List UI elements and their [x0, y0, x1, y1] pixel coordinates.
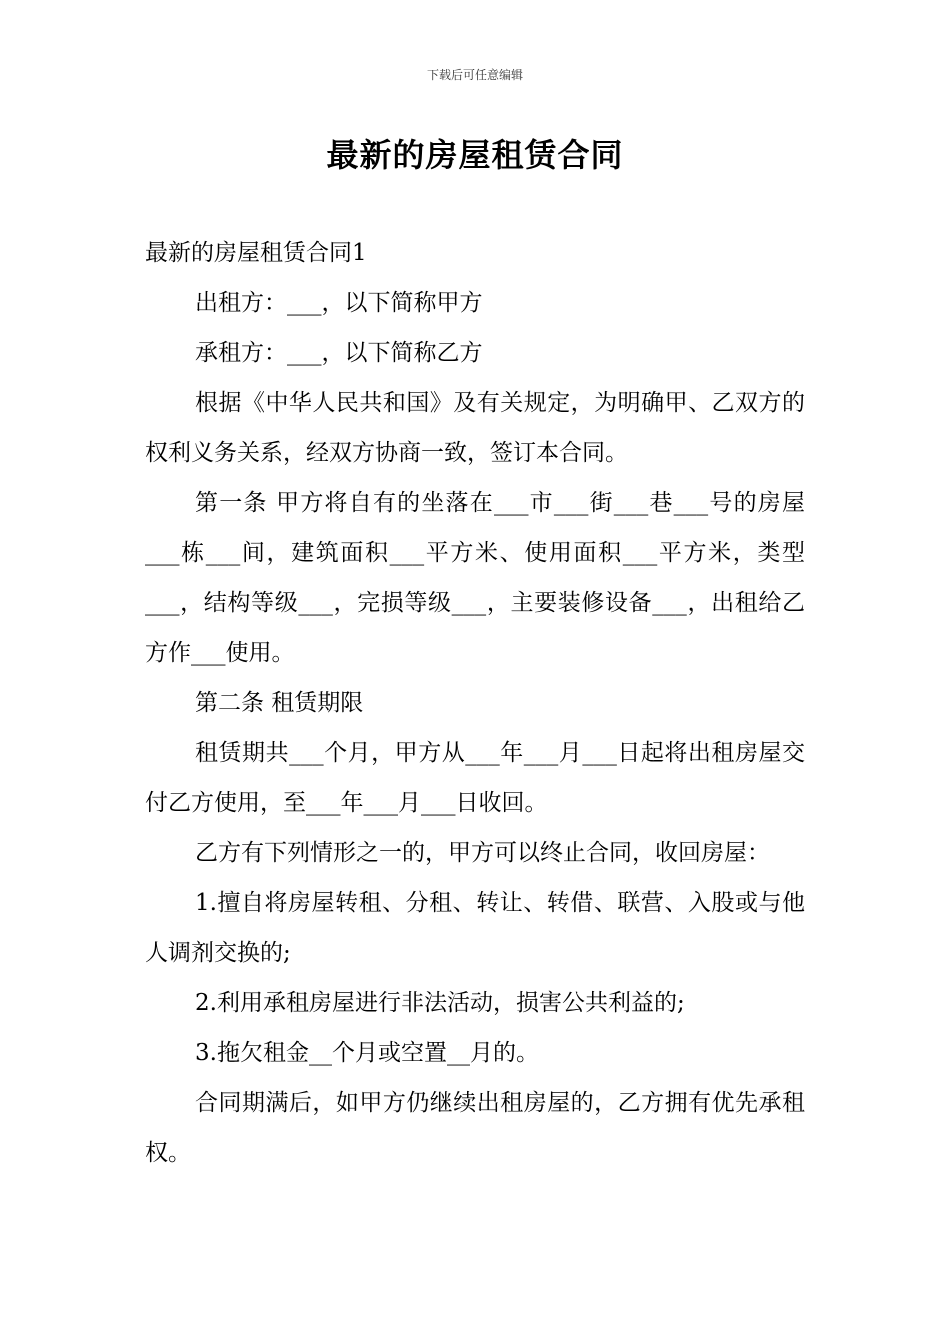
- paragraph-article-1: 第一条 甲方将自有的坐落在___市___街___巷___号的房屋___栋___间，建筑面积___平方米、使用面积___平方米，类型___，结构等级___，完损等级___，主要装修设备___，出租给乙方作___使用。: [145, 490, 805, 666]
- paragraph-renewal: 合同期满后，如甲方仍继续出租房屋的，乙方拥有优先承租权。: [145, 1090, 805, 1166]
- paragraph-preamble: 根据《中华人民共和国》及有关规定，为明确甲、乙双方的权利义务关系，经双方协商一致，签订本合同。: [145, 390, 805, 466]
- list-item-2: 2.利用承租房屋进行非法活动，损害公共利益的;: [195, 990, 685, 1016]
- paragraph-lessee: 承租方：___，以下简称乙方: [195, 340, 483, 366]
- paragraph-termination-intro: 乙方有下列情形之一的，甲方可以终止合同，收回房屋：: [195, 840, 770, 866]
- document-title: 最新的房屋租赁合同: [326, 136, 624, 174]
- paragraph-lessor: 出租方：___，以下简称甲方: [195, 290, 483, 316]
- list-item-1: 1.擅自将房屋转租、分租、转让、转借、联营、入股或与他人调剂交换的;: [145, 890, 805, 966]
- document-body: [145, 228, 805, 1178]
- section-heading: 最新的房屋租赁合同1: [145, 240, 367, 266]
- paragraph-lease-term: 租赁期共___个月，甲方从___年___月___日起将出租房屋交付乙方使用，至___年___月___日收回。: [145, 740, 805, 816]
- header-note: 下载后可任意编辑: [426, 68, 523, 82]
- list-item-3: 3.拖欠租金__个月或空置__月的。: [195, 1040, 539, 1066]
- paragraph-article-2-heading: 第二条 租赁期限: [195, 690, 364, 716]
